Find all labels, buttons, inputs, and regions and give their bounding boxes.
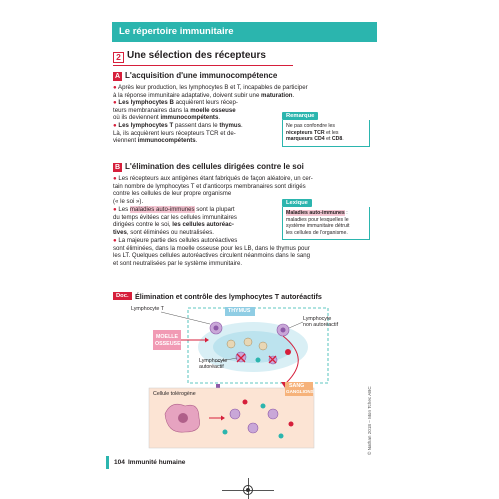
subsection-b-letter: B — [114, 164, 121, 171]
bullet-icon: ● — [113, 99, 119, 106]
lexique-term: Maladies auto-immunes — [286, 210, 345, 217]
text-line: acquièrent leurs récep- — [173, 99, 238, 106]
remarque-box — [282, 112, 370, 147]
bullet-icon: ● — [113, 237, 119, 244]
term-lymphocytes-t: Les lymphocytes T — [118, 122, 174, 129]
diagram — [113, 302, 378, 452]
page-number: 104 — [114, 459, 125, 466]
footer-label: Immunité humaine — [128, 459, 186, 466]
dot-icon — [256, 358, 261, 363]
copyright-credit: © Nathan 2018 – Mon Tchec ABC — [367, 386, 372, 455]
tolerogenic-nucleus — [178, 413, 188, 423]
bullet-icon: ● — [113, 175, 119, 182]
section-rule — [113, 65, 293, 66]
doc-title: Élimination et contrôle des lymphocytes T autoréactifs — [135, 292, 322, 301]
text-line: à la réponse immunitaire adaptative, doivent subir une — [113, 91, 262, 99]
text-line: sont la plupart — [194, 206, 235, 213]
bullet-icon: ● — [113, 84, 119, 91]
term-immunocompetents: immunocompétents — [160, 114, 219, 121]
section-heading — [113, 52, 380, 68]
remarque-body — [282, 120, 370, 146]
text-line: où ils deviennent — [113, 114, 161, 121]
bullet-icon: ● — [113, 122, 119, 129]
dot-icon — [243, 400, 248, 405]
term-immunocompetents-2: immunocompétents — [137, 137, 196, 144]
paragraph-b1 — [113, 175, 313, 182]
text-line: La majeure partie des cellules autoréactives — [118, 237, 238, 244]
dot-icon — [223, 430, 228, 435]
label-moelle-2: OSSEUSE — [155, 341, 181, 347]
paragraph-b1-line3: contre les cellules de leur propre organisme — [113, 190, 232, 197]
paragraph-a1-line2: à la réponse immunitaire adaptative, doivent subir une maturation. — [113, 91, 295, 99]
lymphocyte-icon — [230, 409, 240, 419]
paragraph-b3 — [113, 237, 237, 244]
footer-bar — [106, 456, 109, 469]
paragraph-b2-line3 — [113, 221, 234, 228]
term-moelle-osseuse: moelle osseuse — [190, 106, 236, 114]
remarque-label: Remarque — [282, 112, 318, 120]
text-line: teurs membranaires dans la — [113, 106, 191, 114]
lexique-body — [282, 207, 370, 240]
chapter-header — [112, 22, 377, 42]
thymic-cell-icon — [259, 342, 267, 350]
label-non-auto-1: Lymphocyte — [303, 316, 332, 322]
label-auto-1: Lymphocyte — [199, 358, 228, 364]
paragraph-b2 — [113, 206, 235, 213]
paragraph-a2-line3: où ils deviennent immunocompétents. — [113, 114, 221, 121]
lymphocyte-icon — [248, 423, 258, 433]
subsection-a-title: L'acquisition d'une immunocompétence — [125, 71, 278, 80]
remarque-term: récepteurs TCR — [286, 129, 325, 136]
remarque-term: CD8 — [331, 136, 343, 143]
paragraph-b3-line3: les LT. Quelques cellules autoréactives circulent néanmoins dans le sang — [113, 252, 311, 259]
paragraph-a1 — [113, 84, 308, 91]
label-non-auto-2: non autoréactif — [303, 322, 339, 328]
subsection-b-title: L'élimination des cellules dirigées contre le soi — [125, 162, 304, 171]
term-tives: tives — [113, 228, 127, 236]
remarque-text: . — [342, 136, 344, 143]
subsection-a-letter: A — [114, 73, 121, 80]
paragraph-a3-line3: viennent immunocompétents. — [113, 137, 198, 144]
remarque-term: marqueurs CD4 — [286, 136, 325, 143]
diagram-svg — [113, 302, 378, 452]
label-sang: SANG — [289, 383, 305, 389]
lexique-line: les cellules de l'organisme. — [286, 229, 348, 236]
registration-mark-icon — [243, 485, 253, 495]
paragraph-b3-line2: sont éliminées, dans la moelle osseuse pour les LB, dans le thymus pour — [113, 244, 310, 252]
lymphocyte-icon — [268, 409, 278, 419]
paragraph-b3-line4: et sont neutralisées par le système immunitaire. — [113, 259, 243, 267]
term-lymphocytes-b: Les lymphocytes B — [118, 99, 174, 106]
leader-line — [161, 312, 210, 324]
text-line: Les — [118, 206, 130, 213]
term-maladies-auto-immunes: maladies auto-immunes — [129, 206, 195, 213]
label-auto-2: autoréactif — [199, 364, 224, 370]
lymphocyte-nucleus — [281, 328, 286, 333]
text-line: passent dans le — [173, 122, 220, 129]
lexique-text: : — [344, 210, 348, 217]
lexique-label: Lexique — [282, 199, 312, 207]
lexique-line: système immunitaire détruit — [286, 223, 350, 230]
lymphocyte-auto-icon — [236, 352, 246, 362]
lymphocyte-nucleus — [214, 326, 219, 331]
dot-icon — [289, 422, 294, 427]
remarque-text: et les — [324, 129, 339, 136]
paragraph-a3-line2: Là, ils acquièrent leurs récepteurs TCR et de- — [113, 129, 236, 137]
label-moelle-1: MOELLE — [156, 334, 179, 340]
label-thymus: THYMUS — [228, 308, 251, 314]
leader-line — [289, 322, 303, 328]
paragraph-a2 — [113, 99, 238, 106]
paragraph-a2-line2 — [113, 107, 236, 114]
paragraph-b1-line2: tain nombre de lymphocytes T et d'anticorps membranaires sont dirigés — [113, 182, 306, 190]
paragraph-a3: ● Les lymphocytes T passent dans le thymus. — [113, 122, 243, 129]
label-tolerogene: Cellule tolérogène — [153, 391, 196, 397]
thymic-cell-icon — [244, 338, 252, 346]
lexique-line: maladies pour lesquelles le — [286, 216, 349, 223]
lexique-box — [282, 199, 370, 240]
thymic-cell-icon — [227, 340, 235, 348]
section-title: Une sélection des récepteurs — [127, 50, 266, 61]
dot-icon — [285, 349, 291, 355]
label-ganglions: GANGLIONS — [286, 389, 314, 394]
remarque-line: Ne pas confondre les — [286, 123, 336, 130]
term-maturation: maturation — [261, 91, 293, 99]
bullet-icon: ● — [113, 206, 119, 213]
paragraph-b2-line2: du temps évitées car les cellules immunitaires — [113, 213, 237, 221]
remarque-line — [286, 136, 366, 142]
text-line: Après leur production, les lymphocytes B et T, incapables de participer — [118, 84, 308, 91]
term-thymus: thymus — [219, 122, 241, 129]
text-line: , sont éliminées ou neutralisées. — [126, 228, 214, 236]
remarque-text: et — [324, 136, 332, 143]
paragraph-b2-line4 — [113, 229, 214, 236]
section-number: 2 — [113, 52, 124, 63]
term-autoreactives: les cellules autoréac- — [172, 221, 234, 228]
dot-icon — [261, 404, 266, 409]
doc-tag: Doc. — [113, 292, 132, 300]
paragraph-b1-line4: (« le soi »). — [113, 197, 144, 205]
text-line: dirigées contre le soi, — [113, 221, 173, 228]
dot-icon — [279, 434, 284, 439]
chapter-title: Le répertoire immunitaire — [119, 26, 234, 37]
text-line: Les récepteurs aux antigènes étant fabriqués de façon aléatoire, un cer- — [118, 175, 313, 182]
moelle-box — [153, 330, 181, 350]
text-line: viennent — [113, 137, 138, 144]
label-lymphocyte-t: Lymphocyte T — [131, 306, 164, 312]
